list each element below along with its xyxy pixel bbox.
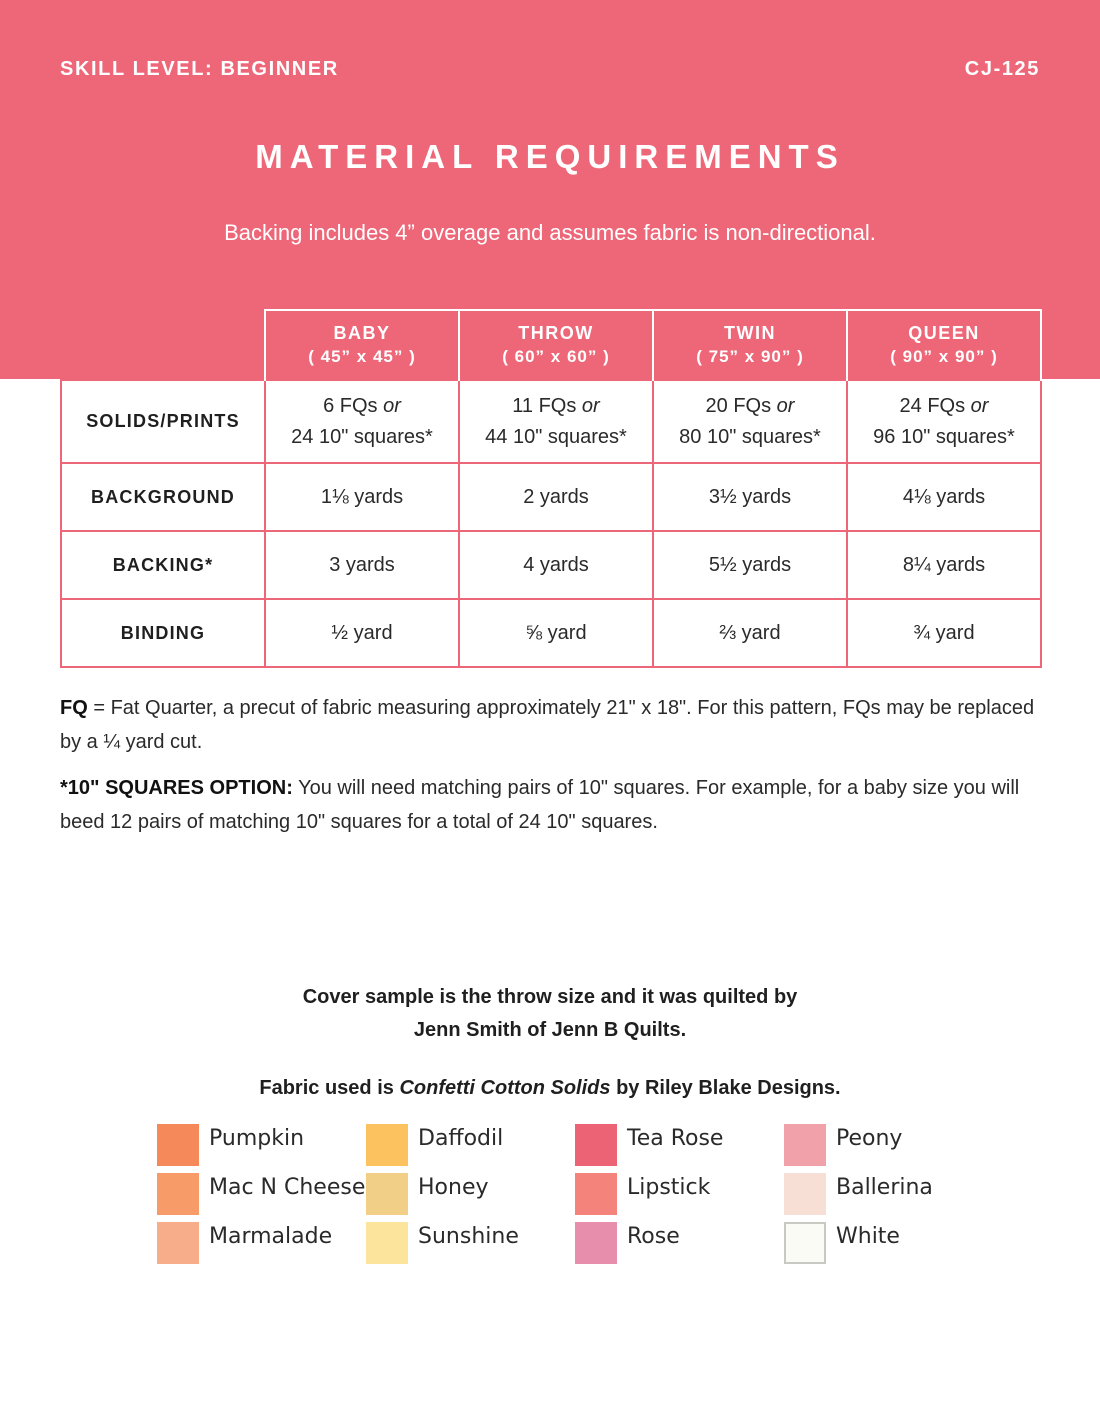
fq-count: 24 FQs <box>899 394 966 417</box>
or-text: or <box>970 394 989 417</box>
page-title: MATERIAL REQUIREMENTS <box>255 138 845 175</box>
table-cell: ⅝ yard <box>459 599 653 667</box>
fq-note <box>60 691 1040 759</box>
table-cell: ½ yard <box>265 599 459 667</box>
table-cell <box>653 380 847 463</box>
column-dimension: ( 45” x 45” ) <box>308 347 416 366</box>
fabric-suffix: by Riley Blake Designs. <box>610 1077 841 1099</box>
credit-line: Cover sample is the throw size and it was quilted by <box>302 986 798 1008</box>
row-label: BACKGROUND <box>61 463 265 531</box>
table-cell: ⅔ yard <box>653 599 847 667</box>
or-text: or <box>581 394 600 417</box>
squares-count: 44 10" squares* <box>485 425 627 448</box>
squares-note <box>60 771 1040 839</box>
column-header-throw <box>459 310 653 380</box>
table-cell: 8¼ yards <box>847 531 1041 599</box>
color-swatch <box>157 1124 199 1166</box>
color-swatch <box>157 1173 199 1215</box>
swatch-label: Ballerina <box>836 1175 933 1200</box>
fq-count: 11 FQs <box>512 394 577 417</box>
table-row-background <box>61 463 1041 531</box>
row-label: BINDING <box>61 599 265 667</box>
table-cell: 3 yards <box>265 531 459 599</box>
table-cell: 2 yards <box>459 463 653 531</box>
column-name: TWIN <box>724 323 776 343</box>
swatch-label: Sunshine <box>418 1224 519 1249</box>
color-swatch <box>157 1222 199 1264</box>
swatch-label: Marmalade <box>209 1224 333 1249</box>
color-swatch <box>784 1124 826 1166</box>
table-corner <box>61 310 265 380</box>
squares-count: 96 10" squares* <box>873 425 1015 448</box>
column-dimension: ( 60” x 60” ) <box>502 347 610 366</box>
column-name: BABY <box>333 323 391 343</box>
page-subtitle: Backing includes 4” overage and assumes fabric is non-directional. <box>224 220 876 245</box>
color-swatch <box>784 1173 826 1215</box>
row-label: SOLIDS/PRINTS <box>61 380 265 463</box>
table-row-solids-prints <box>61 380 1041 463</box>
column-name: QUEEN <box>908 323 980 343</box>
color-swatch <box>366 1124 408 1166</box>
material-requirements-table <box>60 309 1042 668</box>
table-cell <box>847 380 1041 463</box>
size-header-row <box>61 310 1041 380</box>
table-cell <box>459 380 653 463</box>
table-row-backing <box>61 531 1041 599</box>
fabric-credit <box>0 1072 1100 1105</box>
fq-count: 20 FQs <box>705 394 772 417</box>
squares-count: 24 10" squares* <box>291 425 433 448</box>
squares-count: 80 10" squares* <box>679 425 821 448</box>
swatch-label: Pumpkin <box>209 1126 305 1151</box>
color-swatch <box>366 1222 408 1264</box>
column-header-baby <box>265 310 459 380</box>
pattern-code: CJ-125 <box>964 58 1040 80</box>
fq-definition: = Fat Quarter, a precut of fabric measuring approximately 21" x 18". For this pattern, FQs may be replaced by a ¼ yard cut. <box>60 697 1035 753</box>
fq-count: 6 FQs <box>323 394 378 417</box>
table-cell: 5½ yards <box>653 531 847 599</box>
squares-definition: You will need matching pairs of 10" squares. For example, for a baby size you will beed 12 pairs of matching 10" squares for a total of 24 10" squares. <box>60 777 1020 833</box>
skill-level: SKILL LEVEL: BEGINNER <box>60 58 339 80</box>
swatch-label: Mac N Cheese <box>209 1175 366 1200</box>
table-cell: ¾ yard <box>847 599 1041 667</box>
fabric-prefix: Fabric used is <box>259 1077 400 1099</box>
color-swatch <box>575 1124 617 1166</box>
color-swatch <box>575 1222 617 1264</box>
cover-credit <box>0 981 1100 1047</box>
squares-term: *10" SQUARES OPTION: <box>60 777 293 799</box>
swatch-label: White <box>836 1224 900 1249</box>
swatch-label: Daffodil <box>418 1126 504 1151</box>
swatch-label: Peony <box>836 1126 903 1151</box>
fabric-name: Confetti Cotton Solids <box>399 1077 611 1099</box>
table-cell: 3½ yards <box>653 463 847 531</box>
row-label: BACKING* <box>61 531 265 599</box>
swatch-label: Lipstick <box>627 1175 711 1200</box>
color-swatch <box>784 1222 826 1264</box>
table-cell: 1⅛ yards <box>265 463 459 531</box>
fq-term: FQ <box>60 697 88 719</box>
column-dimension: ( 90” x 90” ) <box>890 347 998 366</box>
credit-line: Jenn Smith of Jenn B Quilts. <box>413 1019 687 1041</box>
table-cell: 4⅛ yards <box>847 463 1041 531</box>
color-swatch <box>575 1173 617 1215</box>
or-text: or <box>776 394 795 417</box>
table-cell <box>265 380 459 463</box>
table-row-binding <box>61 599 1041 667</box>
column-header-queen <box>847 310 1041 380</box>
column-dimension: ( 75” x 90” ) <box>696 347 804 366</box>
swatch-label: Rose <box>627 1224 680 1249</box>
swatch-label: Honey <box>418 1175 489 1200</box>
table-cell: 4 yards <box>459 531 653 599</box>
or-text: or <box>383 394 401 417</box>
column-header-twin <box>653 310 847 380</box>
column-name: THROW <box>518 323 594 343</box>
color-swatch <box>366 1173 408 1215</box>
swatch-label: Tea Rose <box>627 1126 724 1151</box>
